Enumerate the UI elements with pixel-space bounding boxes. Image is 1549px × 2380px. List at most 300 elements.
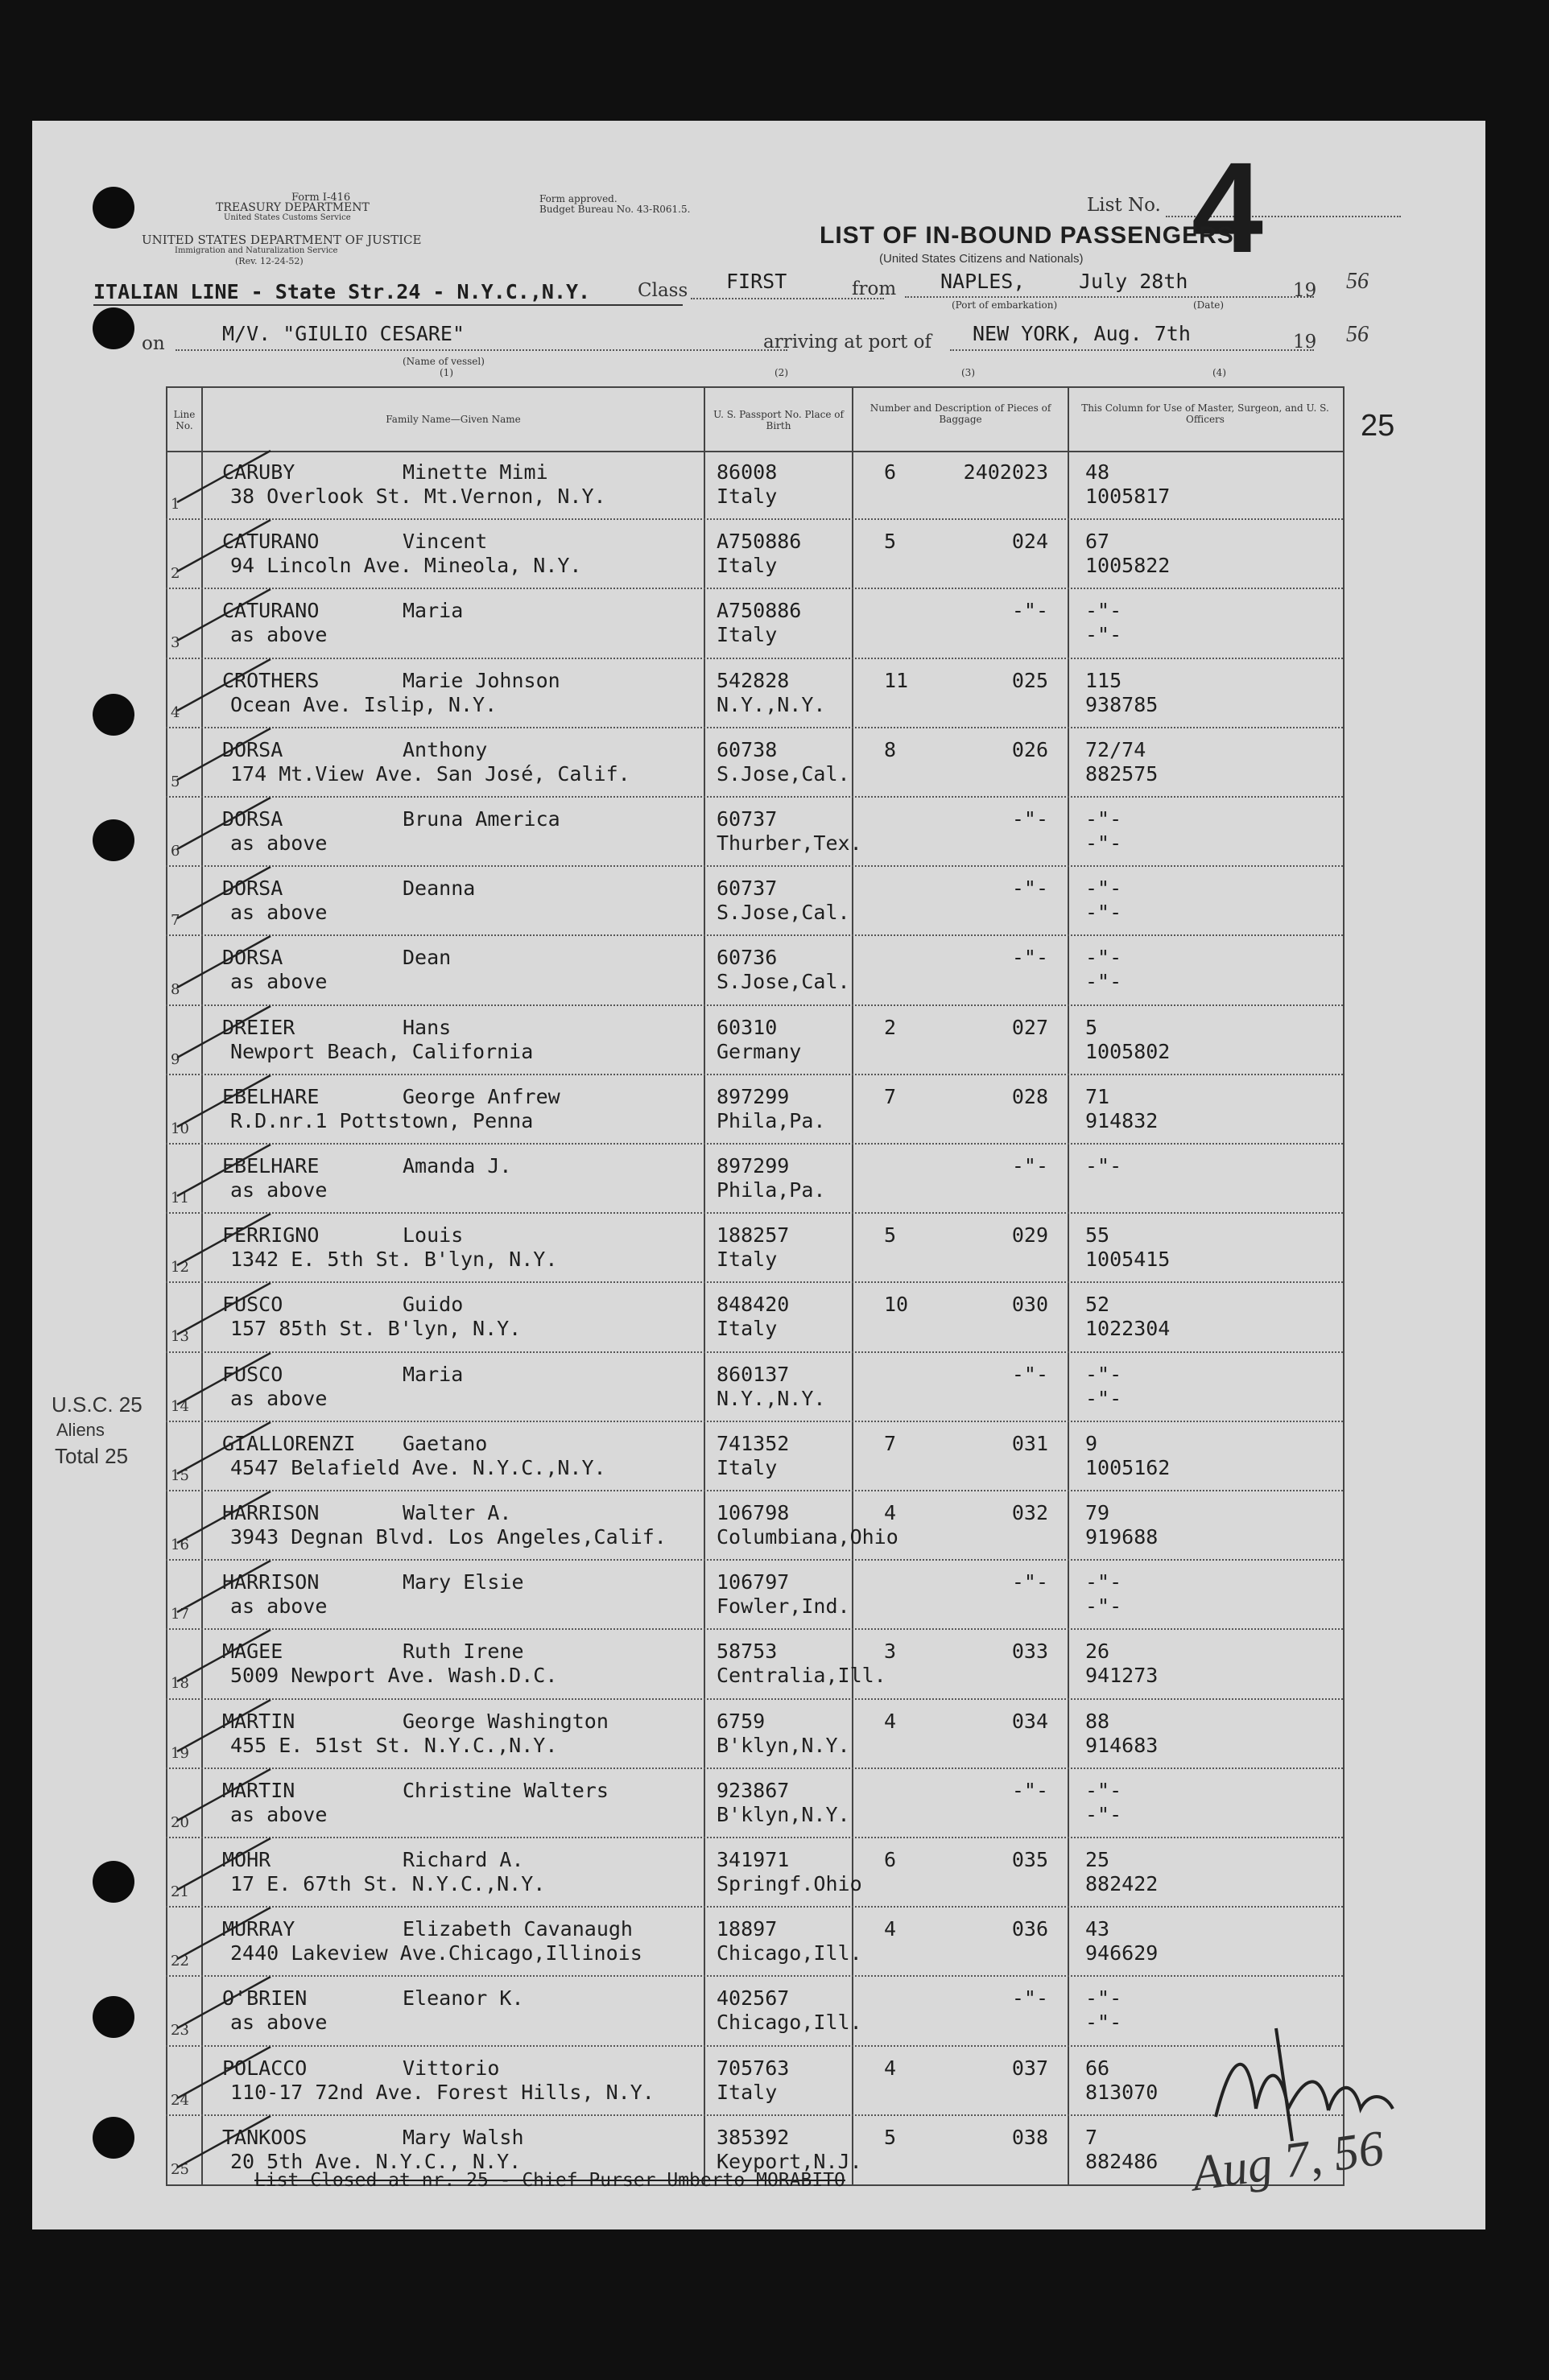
passport-number: 58753 — [717, 1640, 778, 1664]
baggage-pieces: 7 — [884, 1084, 897, 1108]
passport-number: 741352 — [717, 1431, 790, 1455]
revision-date: (Rev. 12-24-52) — [235, 256, 304, 266]
shipping-line-underline — [93, 304, 683, 306]
baggage-tag: -"- — [1011, 1154, 1048, 1178]
baggage-tag: -"- — [1011, 946, 1048, 970]
baggage-tag: 028 — [1011, 1084, 1048, 1108]
caption-2: (2) — [774, 367, 788, 378]
family-name: GIALLORENZI — [222, 1431, 356, 1455]
baggage-pieces: 6 — [884, 460, 897, 484]
form-number: Form I-416 — [291, 192, 351, 204]
passport-number: 60737 — [717, 877, 778, 901]
binder-hole — [93, 187, 134, 229]
officer-note-2: 1005162 — [1085, 1455, 1171, 1479]
table-row — [32, 1145, 1401, 1214]
address: 5009 Newport Ave. Wash.D.C. — [230, 1664, 558, 1688]
baggage-tag: 027 — [1011, 1015, 1048, 1039]
col-header-passport: U. S. Passport No. Place of Birth — [713, 409, 844, 431]
family-name: TANKOOS — [222, 2125, 308, 2149]
address: 17 E. 67th St. N.Y.C.,N.Y. — [230, 1872, 546, 1895]
line-number: 12 — [171, 1259, 189, 1277]
year-prefix-2: 19 — [1293, 332, 1317, 353]
check-mark-icon — [174, 1209, 287, 1281]
officer-note-1: 79 — [1085, 1501, 1110, 1524]
ins-service: Immigration and Naturalization Service — [175, 246, 338, 255]
line-number: 16 — [171, 1536, 189, 1553]
place-of-birth: Springf.Ohio — [717, 1872, 862, 1895]
passport-number: 106798 — [717, 1501, 790, 1524]
place-of-birth: Centralia,Ill. — [717, 1664, 886, 1688]
given-name: Anthony — [403, 737, 488, 761]
table-row — [32, 1422, 1401, 1491]
budget-bureau: Budget Bureau No. 43-R061.5. — [539, 204, 691, 215]
officer-note-2: 946629 — [1085, 1941, 1159, 1965]
check-mark-icon — [174, 1903, 287, 1975]
place-of-birth: Italy — [717, 2080, 778, 2104]
family-name: FERRIGNO — [222, 1223, 320, 1248]
officer-note-2: 1022304 — [1085, 1317, 1171, 1341]
address: 38 Overlook St. Mt.Vernon, N.Y. — [230, 485, 606, 508]
port-of-embarkation: NAPLES, — [940, 270, 1026, 293]
arriving-label: arriving at port of — [763, 332, 931, 353]
officer-note-1: -"- — [1085, 877, 1122, 901]
table-row — [32, 1630, 1401, 1699]
stamp-date: Aug 7, 56 — [1188, 2120, 1387, 2202]
table-row — [32, 1006, 1401, 1075]
officer-note-2: -"- — [1085, 831, 1122, 855]
given-name: Christine Walters — [403, 1778, 609, 1802]
table-row — [32, 659, 1401, 728]
vessel-line — [176, 349, 787, 351]
given-name: Marie Johnson — [403, 668, 560, 692]
col-header-name: Family Name—Given Name — [386, 414, 521, 425]
family-name: MAGEE — [222, 1640, 283, 1664]
line-number: 22 — [171, 1953, 189, 1970]
place-of-birth: Columbiana,Ohio — [717, 1525, 898, 1549]
table-row — [32, 2047, 1401, 2116]
officer-note-2: -"- — [1085, 1802, 1122, 1826]
passport-number: 402567 — [717, 1986, 790, 2011]
binder-hole — [93, 307, 134, 349]
passport-number: 60310 — [717, 1015, 778, 1039]
address: as above — [230, 831, 328, 855]
check-mark-icon — [174, 584, 287, 657]
given-name: Maria — [403, 1362, 464, 1386]
passport-number: 923867 — [717, 1778, 790, 1802]
line-number: 3 — [171, 634, 180, 652]
place-of-birth: B'klyn,N.Y. — [717, 1733, 850, 1757]
baggage-pieces: 3 — [884, 1640, 897, 1664]
check-mark-icon — [174, 724, 287, 796]
table-row — [32, 1283, 1401, 1352]
officer-note-2: 1005817 — [1085, 485, 1171, 508]
given-name: George Anfrew — [403, 1084, 560, 1108]
officer-note-2: 813070 — [1085, 2080, 1159, 2104]
officer-note-2: 938785 — [1085, 692, 1159, 716]
margin-total: Total 25 — [55, 1444, 129, 1468]
list-no-label: List No. — [1087, 195, 1161, 216]
family-name: EBELHARE — [222, 1084, 320, 1108]
check-mark-icon — [174, 1625, 287, 1697]
baggage-tag: 026 — [1011, 737, 1048, 761]
place-of-birth: Chicago,Ill. — [717, 1941, 862, 1965]
port-caption: (Port of embarkation) — [952, 299, 1058, 311]
officer-note-1: 5 — [1085, 1015, 1098, 1039]
family-name: FUSCO — [222, 1362, 283, 1386]
place-of-birth: S.Jose,Cal. — [717, 761, 850, 786]
list-number: 4 — [1192, 135, 1263, 279]
address: as above — [230, 970, 328, 994]
arriving-line — [950, 349, 1314, 351]
passport-number: 188257 — [717, 1223, 790, 1248]
given-name: Hans — [403, 1015, 452, 1039]
line-number: 24 — [171, 2091, 189, 2109]
officer-note-1: -"- — [1085, 946, 1122, 970]
passport-number: 60738 — [717, 737, 778, 761]
check-mark-icon — [174, 1487, 287, 1559]
family-name: POLACCO — [222, 2056, 308, 2080]
place-of-birth: S.Jose,Cal. — [717, 901, 850, 925]
baggage-tag: 031 — [1011, 1431, 1048, 1455]
table-row — [32, 1214, 1401, 1283]
table-row — [32, 728, 1401, 798]
officer-note-1: -"- — [1085, 1986, 1122, 2011]
place-of-birth: S.Jose,Cal. — [717, 970, 850, 994]
baggage-pieces: 5 — [884, 1223, 897, 1248]
place-of-birth: Fowler,Ind. — [717, 1594, 850, 1619]
year-prefix-1: 19 — [1293, 280, 1317, 301]
baggage-pieces: 8 — [884, 737, 897, 761]
page-number: 25 — [1361, 409, 1395, 443]
from-label: from — [852, 278, 897, 299]
line-number: 10 — [171, 1120, 189, 1137]
given-name: Amanda J. — [403, 1154, 512, 1178]
passport-number: 705763 — [717, 2056, 790, 2080]
check-mark-icon — [174, 1001, 287, 1074]
officer-note-1: 88 — [1085, 1709, 1110, 1733]
form-approved: Form approved. — [539, 193, 618, 204]
line-number: 17 — [171, 1606, 189, 1623]
col-header-officers: This Column for Use of Master, Surgeon, and U. S. Officers — [1081, 402, 1329, 425]
passport-number: 6759 — [717, 1709, 766, 1733]
address: 157 85th St. B'lyn, N.Y. — [230, 1317, 522, 1341]
table-row — [32, 1838, 1401, 1908]
family-name: CROTHERS — [222, 668, 320, 692]
margin-usc: U.S.C. 25 — [52, 1392, 143, 1417]
customs-service: United States Customs Service — [224, 213, 351, 222]
address: 110-17 72nd Ave. Forest Hills, N.Y. — [230, 2080, 655, 2104]
address: as above — [230, 1802, 328, 1826]
officer-note-2: -"- — [1085, 970, 1122, 994]
check-mark-icon — [174, 2042, 287, 2114]
baggage-tag: 029 — [1011, 1223, 1048, 1248]
officer-note-1: 26 — [1085, 1640, 1110, 1664]
check-mark-icon — [174, 1348, 287, 1421]
table-row — [32, 520, 1401, 589]
line-number: 5 — [171, 773, 180, 790]
check-mark-icon — [174, 654, 287, 727]
given-name: Deanna — [403, 877, 476, 901]
address: as above — [230, 901, 328, 925]
family-name: DORSA — [222, 737, 283, 761]
binder-hole — [93, 2117, 134, 2159]
line-number: 18 — [171, 1675, 189, 1693]
manifest-sheet — [32, 121, 1485, 2229]
line-number: 25 — [171, 2160, 189, 2178]
given-name: Vittorio — [403, 2056, 500, 2080]
justice-dept: UNITED STATES DEPARTMENT OF JUSTICE — [142, 233, 422, 247]
address: as above — [230, 1594, 328, 1619]
from-line — [905, 296, 1314, 298]
year-2: 56 — [1346, 322, 1369, 347]
list-subtitle: (United States Citizens and Nationals) — [879, 252, 1084, 266]
address: 3943 Degnan Blvd. Los Angeles,Calif. — [230, 1525, 667, 1549]
officer-note-2: -"- — [1085, 901, 1122, 925]
address: Ocean Ave. Islip, N.Y. — [230, 692, 498, 716]
address: as above — [230, 623, 328, 647]
line-number: 1 — [171, 496, 180, 513]
baggage-tag: 032 — [1011, 1501, 1048, 1524]
family-name: MOHR — [222, 1848, 271, 1871]
officer-note-1: 72/74 — [1085, 737, 1146, 761]
caption-1: (1) — [440, 367, 453, 378]
officer-note-2: -"- — [1085, 623, 1122, 647]
col-header-line-no: Line No. — [173, 409, 196, 431]
check-mark-icon — [174, 1695, 287, 1767]
place-of-birth: B'klyn,N.Y. — [717, 1802, 850, 1826]
officer-note-2: 882422 — [1085, 1872, 1159, 1895]
officer-note-1: 25 — [1085, 1848, 1110, 1871]
officer-note-1: 9 — [1085, 1431, 1098, 1455]
table-row — [32, 1700, 1401, 1769]
officer-note-1: 43 — [1085, 1917, 1110, 1941]
line-number: 8 — [171, 981, 180, 999]
given-name: Dean — [403, 946, 452, 970]
family-name: DREIER — [222, 1015, 295, 1039]
given-name: Guido — [403, 1293, 464, 1317]
address: 2440 Lakeview Ave.Chicago,Illinois — [230, 1941, 642, 1965]
place-of-birth: N.Y.,N.Y. — [717, 1386, 826, 1410]
officer-note-1: 48 — [1085, 460, 1110, 484]
officer-note-1: -"- — [1085, 1362, 1122, 1386]
caption-3: (3) — [961, 367, 975, 378]
line-number: 15 — [171, 1466, 189, 1484]
passport-number: 18897 — [717, 1917, 778, 1941]
address: 4547 Belafield Ave. N.Y.C.,N.Y. — [230, 1455, 606, 1479]
officer-note-2: 882575 — [1085, 761, 1159, 786]
place-of-birth: Italy — [717, 1317, 778, 1341]
place-of-birth: Italy — [717, 623, 778, 647]
place-of-birth: Chicago,Ill. — [717, 2011, 862, 2035]
officer-note-1: 71 — [1085, 1084, 1110, 1108]
passport-number: A750886 — [717, 599, 802, 623]
officer-note-1: 52 — [1085, 1293, 1110, 1317]
treasury-dept: TREASURY DEPARTMENT — [216, 201, 370, 214]
given-name: Ruth Irene — [403, 1640, 524, 1664]
place-of-birth: Keyport,N.J. — [717, 2149, 862, 2173]
officer-note-2: 882486 — [1085, 2149, 1159, 2173]
table-row — [32, 1561, 1401, 1630]
baggage-pieces: 5 — [884, 2125, 897, 2149]
officer-note-2: -"- — [1085, 1386, 1122, 1410]
check-mark-icon — [174, 1140, 287, 1212]
binder-hole — [93, 1861, 134, 1903]
family-name: FUSCO — [222, 1293, 283, 1317]
line-number: 9 — [171, 1050, 180, 1068]
place-of-birth: Thurber,Tex. — [717, 831, 862, 855]
place-of-birth: Italy — [717, 554, 778, 578]
place-of-birth: Italy — [717, 485, 778, 508]
baggage-tag: 034 — [1011, 1709, 1048, 1733]
baggage-tag: -"- — [1011, 877, 1048, 901]
check-mark-icon — [174, 446, 287, 518]
date-caption: (Date) — [1193, 299, 1225, 311]
officer-note-1: 115 — [1085, 668, 1122, 692]
baggage-tag: 025 — [1011, 668, 1048, 692]
given-name: Walter A. — [403, 1501, 512, 1524]
on-label: on — [142, 333, 165, 354]
line-number: 20 — [171, 1813, 189, 1831]
baggage-pieces: 11 — [884, 668, 909, 692]
place-of-birth: Germany — [717, 1039, 802, 1063]
table-row — [32, 1075, 1401, 1145]
baggage-pieces: 4 — [884, 1501, 897, 1524]
line-number: 2 — [171, 565, 180, 583]
family-name: O'BRIEN — [222, 1986, 308, 2011]
address: as above — [230, 1386, 328, 1410]
family-name: HARRISON — [222, 1570, 320, 1594]
check-mark-icon — [174, 862, 287, 934]
family-name: MURRAY — [222, 1917, 295, 1941]
baggage-tag: 030 — [1011, 1293, 1048, 1317]
officer-note-2: 919688 — [1085, 1525, 1159, 1549]
table-row — [32, 1491, 1401, 1561]
embarkation-date: July 28th — [1079, 270, 1188, 293]
check-mark-icon — [174, 1070, 287, 1143]
table-row — [32, 1977, 1401, 2046]
table-row — [32, 1353, 1401, 1422]
table-row — [32, 589, 1401, 658]
binder-hole — [93, 1996, 134, 2038]
vessel-caption: (Name of vessel) — [403, 356, 485, 367]
address: as above — [230, 1178, 328, 1202]
passport-number: 542828 — [717, 668, 790, 692]
officer-note-2: 914683 — [1085, 1733, 1159, 1757]
given-name: Richard A. — [403, 1848, 524, 1871]
baggage-tag: -"- — [1011, 1570, 1048, 1594]
class-label: Class — [638, 280, 688, 301]
baggage-tag: 038 — [1011, 2125, 1048, 2149]
baggage-tag: 033 — [1011, 1640, 1048, 1664]
check-mark-icon — [174, 1764, 287, 1837]
given-name: Elizabeth Cavanaugh — [403, 1917, 633, 1941]
family-name: EBELHARE — [222, 1154, 320, 1178]
passport-number: 60736 — [717, 946, 778, 970]
passport-number: 897299 — [717, 1084, 790, 1108]
year-1: 56 — [1346, 269, 1369, 294]
baggage-tag: -"- — [1011, 599, 1048, 623]
list-title: LIST OF IN-BOUND PASSENGERS — [820, 222, 1234, 249]
closing-note: List Closed at nr. 25 - Chief Purser Umberto MORABITO — [254, 2170, 845, 2191]
family-name: DORSA — [222, 807, 283, 831]
passport-number: 860137 — [717, 1362, 790, 1386]
given-name: Vincent — [403, 530, 488, 554]
place-of-birth: Phila,Pa. — [717, 1108, 826, 1132]
baggage-pieces: 2 — [884, 1015, 897, 1039]
place-of-birth: N.Y.,N.Y. — [717, 692, 826, 716]
passport-number: 341971 — [717, 1848, 790, 1871]
family-name: CATURANO — [222, 530, 320, 554]
given-name: Mary Elsie — [403, 1570, 524, 1594]
officer-note-1: -"- — [1085, 807, 1122, 831]
given-name: Gaetano — [403, 1431, 488, 1455]
check-mark-icon — [174, 515, 287, 588]
given-name: Minette Mimi — [403, 460, 548, 484]
address: 94 Lincoln Ave. Mineola, N.Y. — [230, 554, 582, 578]
baggage-pieces: 10 — [884, 1293, 909, 1317]
class-value: FIRST — [726, 270, 787, 293]
table-row — [32, 451, 1401, 520]
line-number: 13 — [171, 1328, 189, 1346]
address: as above — [230, 2011, 328, 2035]
officer-note-1: -"- — [1085, 1154, 1122, 1178]
officer-note-2: -"- — [1085, 2011, 1122, 2035]
baggage-tag: -"- — [1011, 807, 1048, 831]
line-number: 23 — [171, 2022, 189, 2040]
officer-note-1: 66 — [1085, 2056, 1110, 2080]
address: 20 5th Ave. N.Y.C., N.Y. — [230, 2149, 522, 2173]
baggage-tag: -"- — [1011, 1362, 1048, 1386]
line-number: 4 — [171, 703, 180, 721]
family-name: MARTIN — [222, 1778, 295, 1802]
family-name: CATURANO — [222, 599, 320, 623]
baggage-pieces: 7 — [884, 1431, 897, 1455]
line-number: 11 — [171, 1190, 189, 1206]
baggage-tag: -"- — [1011, 1778, 1048, 1802]
baggage-pieces: 4 — [884, 2056, 897, 2080]
shipping-line: ITALIAN LINE - State Str.24 - N.Y.C.,N.Y. — [93, 280, 591, 303]
margin-aliens: Aliens — [56, 1420, 105, 1440]
passport-number: 385392 — [717, 2125, 790, 2149]
passport-number: 86008 — [717, 460, 778, 484]
baggage-tag: 036 — [1011, 1917, 1048, 1941]
table-row — [32, 1908, 1401, 1977]
officer-note-1: 67 — [1085, 530, 1110, 554]
given-name: Maria — [403, 599, 464, 623]
check-mark-icon — [174, 931, 287, 1004]
passport-number: 60737 — [717, 807, 778, 831]
officer-note-2: 1005802 — [1085, 1039, 1171, 1063]
officer-note-1: -"- — [1085, 1570, 1122, 1594]
given-name: Eleanor K. — [403, 1986, 524, 2011]
address: R.D.nr.1 Pottstown, Penna — [230, 1108, 534, 1132]
officer-note-2: 914832 — [1085, 1108, 1159, 1132]
line-number: 19 — [171, 1744, 189, 1762]
line-number: 6 — [171, 843, 180, 860]
given-name: Louis — [403, 1223, 464, 1248]
passport-number: 848420 — [717, 1293, 790, 1317]
baggage-tag: 035 — [1011, 1848, 1048, 1871]
place-of-birth: Phila,Pa. — [717, 1178, 826, 1202]
family-name: HARRISON — [222, 1501, 320, 1524]
family-name: MARTIN — [222, 1709, 295, 1733]
officer-note-1: 7 — [1085, 2125, 1098, 2149]
officer-note-2: 1005415 — [1085, 1248, 1171, 1272]
baggage-tag: 037 — [1011, 2056, 1048, 2080]
col-header-baggage: Number and Description of Pieces of Baggage — [870, 402, 1051, 425]
table-row — [32, 936, 1401, 1005]
passport-number: 106797 — [717, 1570, 790, 1594]
